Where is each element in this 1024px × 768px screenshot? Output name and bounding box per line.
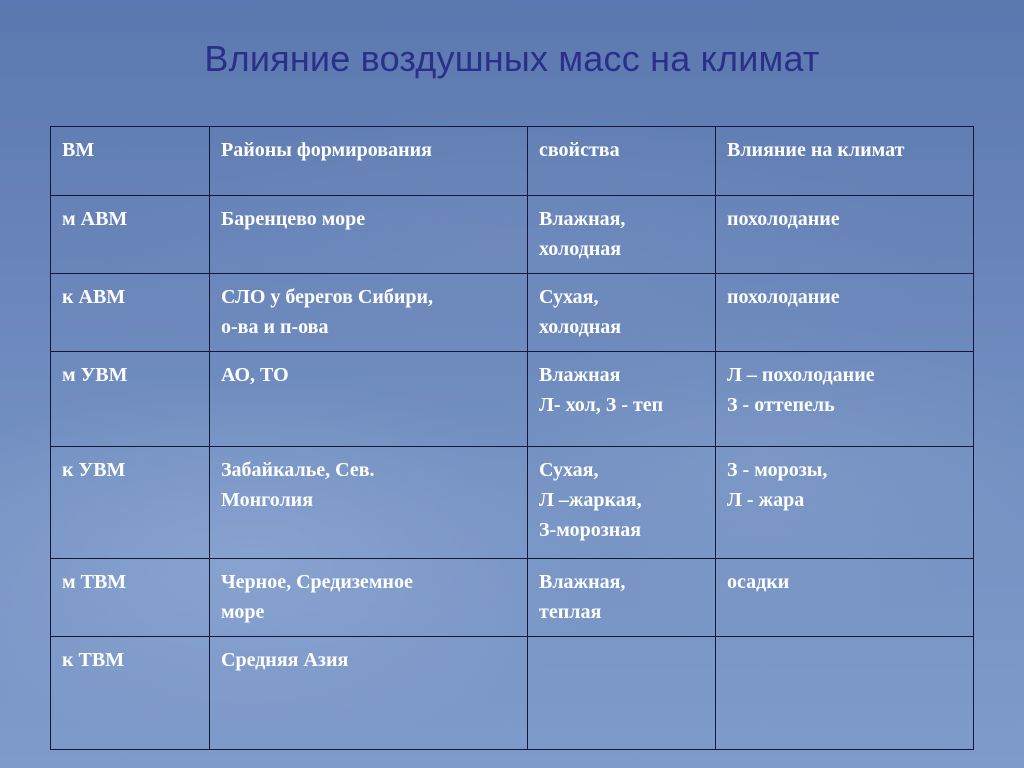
header-properties: свойства: [528, 127, 716, 196]
cell-influence: осадки: [716, 559, 974, 637]
cell-influence: З - морозы, Л - жара: [716, 447, 974, 559]
cell-properties: Влажная, теплая: [528, 559, 716, 637]
air-masses-table: [50, 126, 974, 750]
cell-air-mass: м АВМ: [51, 196, 210, 274]
slide-title: Влияние воздушных масс на климат: [204, 38, 820, 79]
table-row: [51, 274, 974, 352]
cell-influence: похолодание: [716, 274, 974, 352]
header-formation-regions: Районы формирования: [210, 127, 528, 196]
header-climate-influence: Влияние на климат: [716, 127, 974, 196]
cell-properties: Влажная Л- хол, З - теп: [528, 352, 716, 447]
cell-region: Черное, Средиземное море: [210, 559, 528, 637]
cell-air-mass: м ТВМ: [51, 559, 210, 637]
table-row: [51, 637, 974, 750]
cell-properties: Сухая, холодная: [528, 274, 716, 352]
cell-air-mass: к УВМ: [51, 447, 210, 559]
cell-influence: Л – похолодание З - оттепель: [716, 352, 974, 447]
table-row: [51, 352, 974, 447]
table-row: [51, 196, 974, 274]
cell-region: СЛО у берегов Сибири, о-ва и п-ова: [210, 274, 528, 352]
cell-region: АО, ТО: [210, 352, 528, 447]
cell-properties: Сухая, Л –жаркая, З-морозная: [528, 447, 716, 559]
cell-influence: [716, 637, 974, 750]
header-vm: ВМ: [51, 127, 210, 196]
cell-air-mass: к ТВМ: [51, 637, 210, 750]
table-header-row: [51, 127, 974, 196]
cell-region: Средняя Азия: [210, 637, 528, 750]
cell-region: Забайкалье, Сев. Монголия: [210, 447, 528, 559]
cell-properties: [528, 637, 716, 750]
cell-air-mass: м УВМ: [51, 352, 210, 447]
table-row: [51, 559, 974, 637]
table-row: [51, 447, 974, 559]
cell-properties: Влажная, холодная: [528, 196, 716, 274]
cell-region: Баренцево море: [210, 196, 528, 274]
cell-influence: похолодание: [716, 196, 974, 274]
cell-air-mass: к АВМ: [51, 274, 210, 352]
